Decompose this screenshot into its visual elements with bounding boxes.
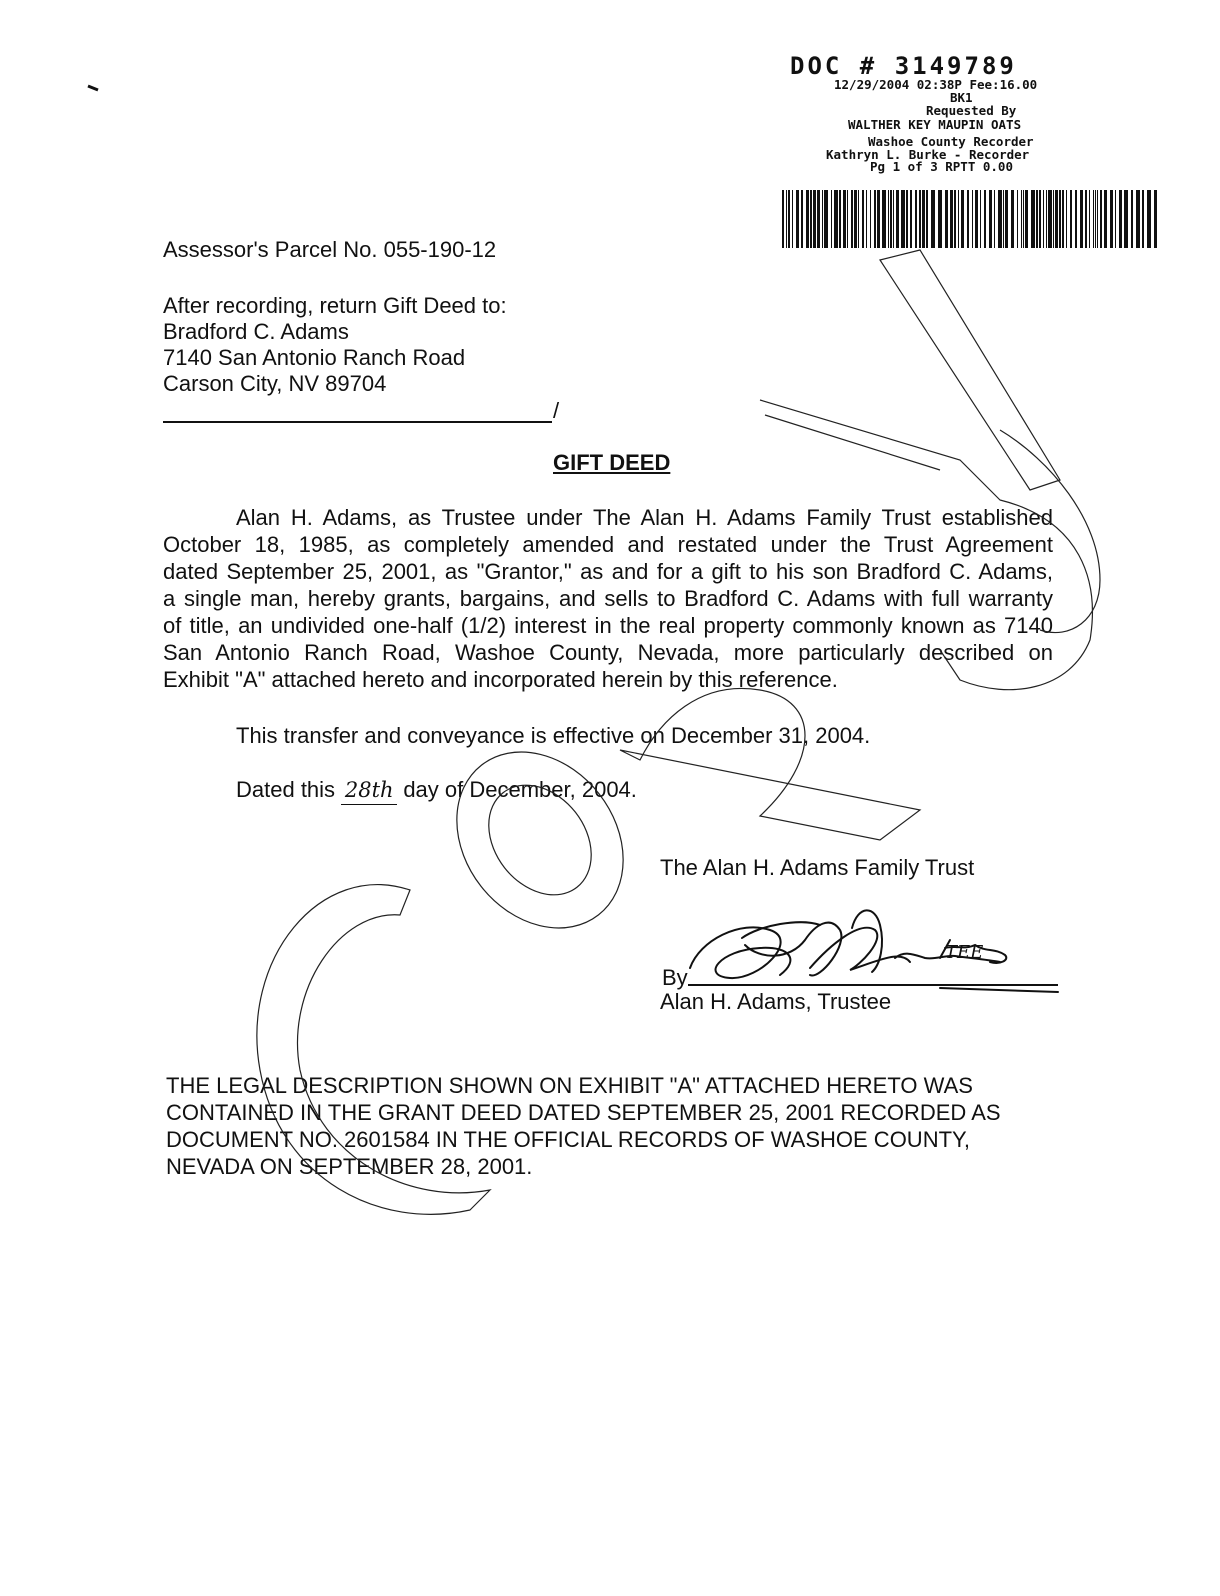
barcode-bar: [862, 190, 864, 248]
barcode-bar: [901, 190, 905, 248]
barcode-bar: [866, 190, 867, 248]
barcode-bar: [1048, 190, 1052, 248]
barcode-bar: [851, 190, 853, 248]
barcode-bar: [1062, 190, 1064, 248]
stray-mark: [88, 86, 98, 90]
barcode-bar: [810, 190, 812, 248]
document-title: GIFT DEED: [553, 450, 671, 475]
barcode-bar: [1131, 190, 1133, 248]
dated-suffix: day of December, 2004.: [403, 777, 637, 802]
barcode-bar: [1097, 190, 1098, 248]
barcode-bar: [877, 190, 880, 248]
barcode-bar: [822, 190, 823, 248]
barcode-bar: [890, 190, 892, 248]
barcode-bar: [1093, 190, 1094, 248]
barcode-bar: [998, 190, 1002, 248]
barcode-bar: [813, 190, 816, 248]
barcode-bar: [834, 190, 838, 248]
effective-date: This transfer and conveyance is effective on December 31, 2004.: [236, 723, 871, 748]
barcode-bar: [1147, 190, 1151, 248]
barcode-bar: [994, 190, 995, 248]
barcode-bar: [1070, 190, 1072, 248]
barcode-bar: [1021, 190, 1022, 248]
barcode-bar: [1031, 190, 1035, 248]
barcode-bar: [938, 190, 942, 248]
legal-note-line: THE LEGAL DESCRIPTION SHOWN ON EXHIBIT "A" ATTACHED HERETO WAS: [166, 1073, 973, 1098]
barcode-bar: [1039, 190, 1041, 248]
barcode-bar: [1124, 190, 1128, 248]
barcode-bar: [980, 190, 981, 248]
county-recorder: Washoe County Recorder: [868, 134, 1034, 149]
barcode-bar: [967, 190, 969, 248]
doc-number: DOC # 3149789: [790, 52, 1017, 80]
barcode-bar: [975, 190, 978, 248]
barcode-bar: [788, 190, 790, 248]
barcode-bar: [1025, 190, 1028, 248]
barcode-bar: [1115, 190, 1116, 248]
barcode-bar: [1046, 190, 1047, 248]
paragraph-line: Exhibit "A" attached hereto and incorporated herein by this reference.: [163, 667, 838, 692]
legal-note-line: DOCUMENT NO. 2601584 IN THE OFFICIAL RECORDS OF WASHOE COUNTY,: [166, 1127, 970, 1152]
barcode: [780, 190, 1160, 248]
signature-scribble: [690, 910, 1058, 992]
barcode-bar: [989, 190, 992, 248]
barcode-bar: [786, 190, 787, 248]
paragraph-line: October 18, 1985, as completely amended and restated under the Trust Agreement: [163, 532, 1053, 557]
barcode-bar: [874, 190, 876, 248]
barcode-bar: [801, 190, 803, 248]
barcode-bar: [1023, 190, 1024, 248]
barcode-bar: [1154, 190, 1157, 248]
barcode-bar: [843, 190, 846, 248]
by-label: By: [662, 965, 688, 990]
barcode-bar: [1066, 190, 1067, 248]
barcode-bar: [893, 190, 894, 248]
tee-mark: TEE: [945, 942, 984, 963]
barcode-bar: [984, 190, 986, 248]
legal-note-line: CONTAINED IN THE GRANT DEED DATED SEPTEMBER 25, 2001 RECORDED AS: [166, 1100, 1001, 1125]
barcode-bar: [961, 190, 964, 248]
signer-name: Alan H. Adams, Trustee: [660, 989, 892, 1014]
trust-name: The Alan H. Adams Family Trust: [660, 855, 975, 880]
barcode-bar: [1089, 190, 1090, 248]
barcode-bar: [888, 190, 889, 248]
dated-prefix: Dated this: [236, 777, 336, 802]
paragraph-line: a single man, hereby grants, bargains, and sells to Bradford C. Adams with full warranty: [163, 586, 1053, 611]
paragraph-line: San Antonio Ranch Road, Washoe County, Nevada, more particularly described on: [163, 640, 1053, 665]
grant-paragraph: [163, 504, 1053, 693]
recorded-line: 12/29/2004 02:38P Fee:16.00: [834, 77, 1038, 92]
legal-note: [166, 1072, 1001, 1180]
paragraph-line: dated September 25, 2001, as "Grantor," as and for a gift to his son Bradford C. Adams,: [163, 559, 1053, 584]
paragraph-line: Alan H. Adams, as Trustee under The Alan H. Adams Family Trust established: [236, 505, 1053, 530]
return-city: Carson City, NV 89704: [163, 371, 387, 396]
recorder-name: Kathryn L. Burke - Recorder: [826, 147, 1030, 162]
barcode-bar: [1119, 190, 1122, 248]
barcode-bar: [919, 190, 921, 248]
barcode-bar: [1080, 190, 1083, 248]
barcode-bar: [972, 190, 973, 248]
barcode-bar: [1110, 190, 1113, 248]
barcode-bar: [782, 190, 784, 248]
barcode-bar: [896, 190, 899, 248]
barcode-bar: [1059, 190, 1061, 248]
barcode-bar: [915, 190, 917, 248]
dated-line: [236, 776, 637, 805]
signature-line: [688, 984, 1058, 986]
paragraph-line: of title, an undivided one-half (1/2) interest in the real property commonly known as 7140: [163, 613, 1053, 638]
barcode-bar: [1055, 190, 1058, 248]
return-underline: [163, 421, 552, 423]
barcode-bar: [817, 190, 820, 248]
barcode-bar: [806, 190, 809, 248]
barcode-bar: [958, 190, 959, 248]
parcel-number: Assessor's Parcel No. 055-190-12: [163, 237, 497, 262]
barcode-bar: [1136, 190, 1140, 248]
requested-by: WALTHER KEY MAUPIN OATS: [848, 117, 1022, 132]
barcode-bar: [870, 190, 871, 248]
barcode-bar: [1036, 190, 1038, 248]
return-street: 7140 San Antonio Ranch Road: [163, 345, 466, 370]
barcode-bar: [1017, 190, 1018, 248]
book: BK1: [950, 90, 973, 105]
return-to-label: After recording, return Gift Deed to:: [163, 293, 507, 318]
barcode-bar: [796, 190, 799, 248]
barcode-bar: [792, 190, 793, 248]
return-name: Bradford C. Adams: [163, 319, 349, 344]
dated-day-handwritten: 28th: [341, 777, 397, 805]
barcode-bar: [1003, 190, 1004, 248]
barcode-bar: [922, 190, 925, 248]
barcode-bar: [831, 190, 832, 248]
legal-note-line: NEVADA ON SEPTEMBER 28, 2001.: [166, 1154, 533, 1179]
barcode-bar: [854, 190, 857, 248]
barcode-bar: [1104, 190, 1107, 248]
barcode-bar: [824, 190, 828, 248]
barcode-bar: [858, 190, 859, 248]
barcode-bar: [950, 190, 953, 248]
barcode-bar: [847, 190, 848, 248]
barcode-bar: [1142, 190, 1144, 248]
barcode-bar: [945, 190, 948, 248]
barcode-bar: [1043, 190, 1044, 248]
barcode-bar: [839, 190, 841, 248]
requested-by-label: Requested By: [926, 103, 1017, 118]
barcode-bar: [954, 190, 956, 248]
barcode-bar: [931, 190, 935, 248]
barcode-bar: [926, 190, 928, 248]
return-slash: /: [553, 398, 560, 423]
barcode-bar: [1100, 190, 1102, 248]
barcode-bar: [910, 190, 912, 248]
barcode-bar: [1085, 190, 1087, 248]
barcode-bar: [882, 190, 886, 248]
barcode-bar: [1095, 190, 1096, 248]
barcode-bar: [1011, 190, 1014, 248]
barcode-bar: [906, 190, 908, 248]
barcode-bar: [1005, 190, 1008, 248]
page-count: Pg 1 of 3 RPTT 0.00: [870, 159, 1013, 174]
barcode-bar: [1053, 190, 1054, 248]
barcode-bar: [1075, 190, 1077, 248]
